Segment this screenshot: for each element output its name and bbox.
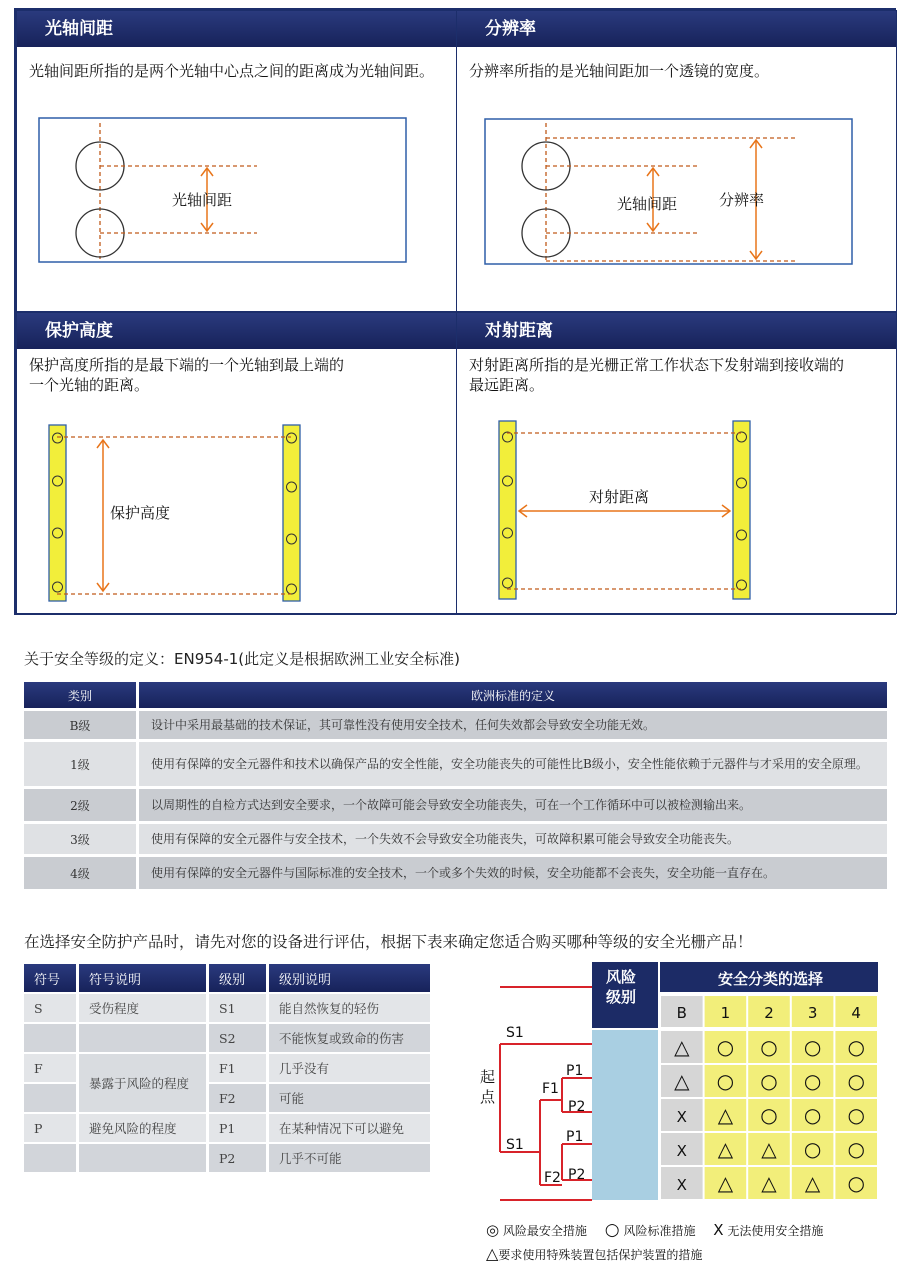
table-row xyxy=(24,994,430,1022)
receiver-bar xyxy=(283,425,300,601)
table-row xyxy=(24,1054,430,1082)
result-symbol: △ xyxy=(804,1171,821,1195)
category-label: 4 xyxy=(851,1004,861,1022)
symbol-cell: F xyxy=(24,1054,76,1082)
category-label: 2 xyxy=(764,1004,774,1022)
category-label: B xyxy=(676,1004,687,1022)
emitter-bar xyxy=(49,425,66,601)
description-line: 对射距离所指的是光栅正常工作状态下发射端到接收端的 xyxy=(469,356,845,374)
branch-label-p2: P2 xyxy=(568,1099,586,1115)
protective-height-diagram xyxy=(17,313,458,615)
result-symbol: ○ xyxy=(847,1103,865,1127)
result-symbol: X xyxy=(676,1142,687,1160)
symbol-desc-cell xyxy=(76,1144,206,1172)
symbol-desc-cell: 暴露于风险的程度 xyxy=(76,1054,206,1112)
legend-row xyxy=(486,1218,896,1242)
diagram-label-spacing: 光轴间距 xyxy=(617,195,678,213)
level-desc-cell: 能自然恢复的轻伤 xyxy=(266,994,430,1022)
legend-row xyxy=(486,1242,896,1266)
panel-title: 保护高度 xyxy=(17,313,456,349)
category-cell: B级 xyxy=(24,711,136,739)
result-symbol: ○ xyxy=(847,1069,865,1093)
level-desc-cell: 不能恢复或致命的伤害 xyxy=(266,1024,430,1052)
cross-icon: X xyxy=(713,1221,724,1239)
result-symbol: X xyxy=(676,1108,687,1126)
result-symbol: ○ xyxy=(716,1069,735,1093)
header-symbol-desc: 符号说明 xyxy=(76,964,206,992)
result-symbol: ○ xyxy=(803,1103,822,1127)
table-header-row xyxy=(24,964,430,992)
definition-table xyxy=(24,679,887,892)
definition-cell: 使用有保障的安全元器件与国际标准的安全技术，一个或多个失效的时候，安全功能都不会丧失，安全功能一直存在。 xyxy=(136,857,887,889)
level-desc-cell: 几乎不可能 xyxy=(266,1144,430,1172)
header-definition: 欧洲标准的定义 xyxy=(136,682,887,708)
level-desc-cell: 几乎没有 xyxy=(266,1054,430,1082)
branch-label-s1: S1 xyxy=(506,1137,524,1153)
result-symbol: ○ xyxy=(760,1103,778,1127)
description-line: 保护高度所指的是最下端的一个光轴到最上端的 xyxy=(29,356,345,374)
symbol-desc-cell: 受伤程度 xyxy=(76,994,206,1022)
legend-item xyxy=(604,1220,696,1240)
panel-beam-spacing xyxy=(16,10,457,312)
level-desc-cell: 可能 xyxy=(266,1084,430,1112)
result-symbol: △ xyxy=(761,1171,777,1195)
definition-cell: 以周期性的自检方式达到安全要求，一个故障可能会导致安全功能丧失，可在一个工作循环中可以被检测输出来。 xyxy=(136,789,887,821)
legend xyxy=(486,1218,896,1266)
definition-cell: 设计中采用最基础的技术保证，其可靠性没有使用安全技术，任何失效都会导致安全功能无效。 xyxy=(136,711,887,739)
table-row xyxy=(24,1114,430,1142)
double-circle-icon: ◎ xyxy=(486,1221,500,1239)
legend-item xyxy=(713,1221,824,1239)
table-row xyxy=(24,711,887,739)
table-row xyxy=(24,1024,430,1052)
symbol-desc-cell: 避免风险的程度 xyxy=(76,1114,206,1142)
level-cell: P1 xyxy=(206,1114,266,1142)
legend-item xyxy=(486,1221,587,1239)
table-row xyxy=(24,824,887,854)
category-cell: 3级 xyxy=(24,824,136,854)
result-symbol: ○ xyxy=(847,1171,865,1195)
diagram-label: 对射距离 xyxy=(589,488,650,506)
symbol-cell xyxy=(24,1024,76,1052)
category-label: 1 xyxy=(720,1004,731,1022)
header-level-desc: 级别说明 xyxy=(266,964,430,992)
level-cell: S1 xyxy=(206,994,266,1022)
result-symbol: ○ xyxy=(760,1035,778,1059)
diagram-label: 保护高度 xyxy=(110,504,171,522)
symbol-cell xyxy=(24,1084,76,1112)
symbol-table xyxy=(24,962,430,1174)
table-row xyxy=(24,742,887,786)
table-row xyxy=(24,857,887,889)
level-cell: P2 xyxy=(206,1144,266,1172)
panel-title: 对射距离 xyxy=(457,313,896,349)
circle-icon: ○ xyxy=(604,1220,620,1240)
panel-title: 光轴间距 xyxy=(17,11,456,47)
result-symbol: X xyxy=(676,1176,687,1194)
risk-level-header-line1: 风险 xyxy=(606,968,637,986)
branch-label-p1: P1 xyxy=(566,1063,584,1079)
level-desc-cell: 在某种情况下可以避免 xyxy=(266,1114,430,1142)
description-line: 一个光轴的距离。 xyxy=(29,376,150,394)
result-symbol: △ xyxy=(674,1069,690,1093)
result-symbol: ○ xyxy=(716,1035,735,1059)
panel-description: 分辨率所指的是光轴间距加一个透镜的宽度。 xyxy=(469,62,770,80)
description-line: 最远距离。 xyxy=(469,376,545,394)
category-label: 3 xyxy=(807,1004,818,1022)
emitter-bar xyxy=(499,421,516,599)
result-symbol: ○ xyxy=(760,1069,778,1093)
diagram-label-resolution: 分辨率 xyxy=(719,191,765,209)
beam-spacing-diagram xyxy=(17,11,458,313)
symbol-cell: P xyxy=(24,1114,76,1142)
start-label: 起 xyxy=(480,1068,496,1086)
legend-label: 风险标准措施 xyxy=(623,1224,696,1238)
receiver-bar xyxy=(733,421,750,599)
result-symbol: △ xyxy=(717,1171,734,1195)
branch-label-p1: P1 xyxy=(566,1129,584,1145)
legend-label: 要求使用特殊装置包括保护装置的措施 xyxy=(498,1248,703,1262)
branch-labels xyxy=(480,1025,585,1186)
panel-title: 分辨率 xyxy=(457,11,896,47)
triangle-icon: △ xyxy=(486,1244,499,1263)
symbol-desc-cell xyxy=(76,1024,206,1052)
level-cell: F1 xyxy=(206,1054,266,1082)
level-cell: F2 xyxy=(206,1084,266,1112)
category-cell: 4级 xyxy=(24,857,136,889)
panel-protective-height xyxy=(16,312,457,614)
risk-level-header-line2: 级别 xyxy=(606,988,637,1006)
branch-label-f2: F2 xyxy=(544,1170,561,1186)
result-symbol: △ xyxy=(717,1137,734,1161)
header-category: 类别 xyxy=(24,682,136,708)
legend-label: 无法使用安全措施 xyxy=(727,1224,824,1238)
table-row xyxy=(24,1144,430,1172)
result-symbol: ○ xyxy=(847,1137,865,1161)
symbol-cell: S xyxy=(24,994,76,1022)
result-symbol: ○ xyxy=(847,1035,865,1059)
header-level: 级别 xyxy=(206,964,266,992)
category-cell: 2级 xyxy=(24,789,136,821)
panel-resolution xyxy=(456,10,897,312)
table-header-row xyxy=(24,682,887,708)
panel-description: 光轴间距所指的是两个光轴中心点之间的距离成为光轴间距。 xyxy=(29,62,435,80)
result-symbol: △ xyxy=(674,1035,690,1059)
selection-title: 在选择安全防护产品时，请先对您的设备进行评估，根据下表来确定您适合购买哪种等级的安全光栅产品！ xyxy=(24,933,753,951)
result-symbol: ○ xyxy=(803,1069,822,1093)
resolution-diagram xyxy=(457,11,898,313)
panel-sensing-range xyxy=(456,312,897,614)
definition-cell: 使用有保障的安全元器件与安全技术，一个失效不会导致安全功能丧失，可故障积累可能会导致安全功能丧失。 xyxy=(136,824,887,854)
risk-level-column xyxy=(592,1030,658,1200)
symbol-cell xyxy=(24,1144,76,1172)
table-row xyxy=(24,789,887,821)
sensing-range-diagram xyxy=(457,313,898,615)
definitions-grid xyxy=(14,8,896,615)
result-symbol: ○ xyxy=(803,1137,822,1161)
result-symbol: ○ xyxy=(803,1035,822,1059)
result-symbol: △ xyxy=(717,1103,734,1127)
header-symbol: 符号 xyxy=(24,964,76,992)
start-label: 点 xyxy=(480,1088,496,1106)
legend-label: 风险最安全措施 xyxy=(502,1224,587,1238)
branch-label-p2: P2 xyxy=(568,1167,586,1183)
definition-cell: 使用有保障的安全元器件和技术以确保产品的安全性能，安全功能丧失的可能性比B级小，安全性能依赖于元器件与才采用的安全原理。 xyxy=(136,742,887,786)
level-cell: S2 xyxy=(206,1024,266,1052)
category-cell: 1级 xyxy=(24,742,136,786)
category-header-text: 安全分类的选择 xyxy=(718,970,824,988)
branch-label-f1: F1 xyxy=(542,1081,559,1097)
result-symbol: △ xyxy=(761,1137,777,1161)
diagram-label: 光轴间距 xyxy=(172,191,233,209)
branch-label-s1: S1 xyxy=(506,1025,524,1041)
definition-title: 关于安全等级的定义：EN954-1(此定义是根据欧洲工业安全标准) xyxy=(24,650,460,668)
